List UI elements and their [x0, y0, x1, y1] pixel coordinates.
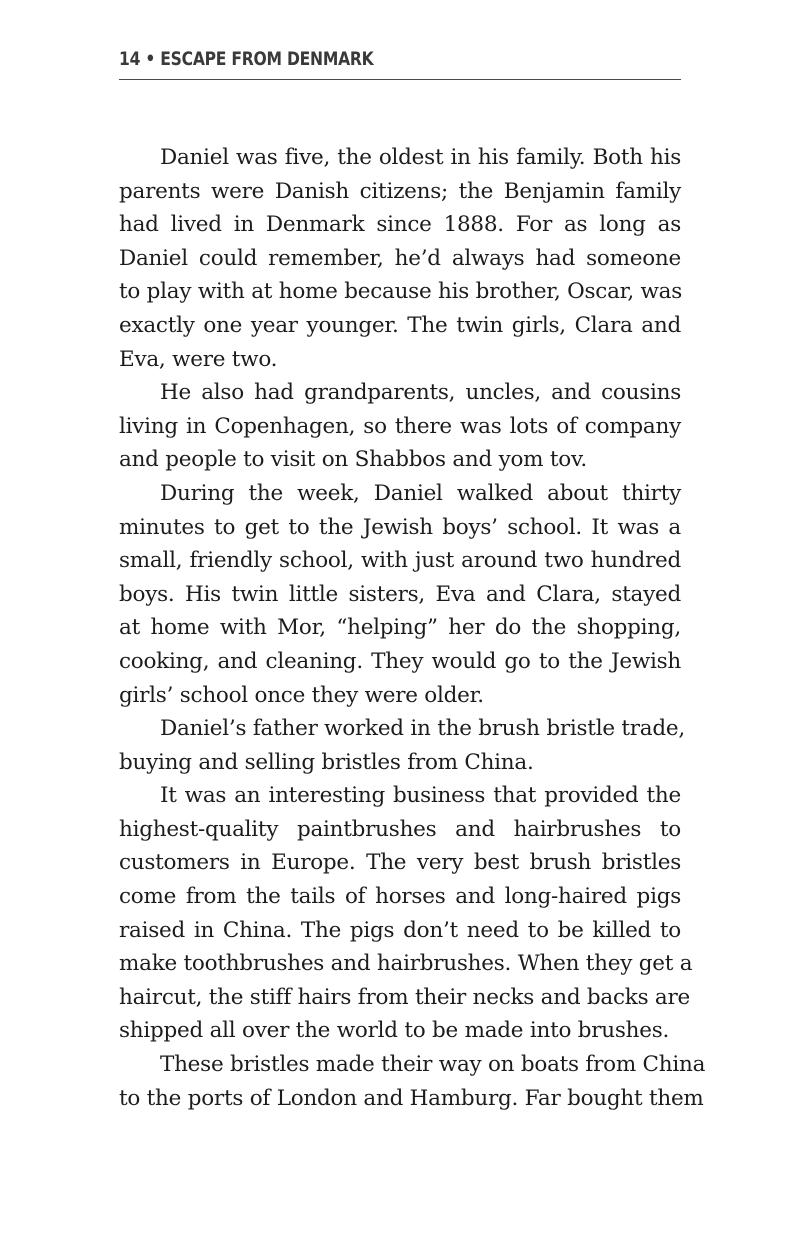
text-line: It was an interesting business that provided the	[160, 783, 681, 809]
text-line: come from the tails of horses and long-haired pigs	[119, 884, 681, 910]
text-line: small, friendly school, with just around two hundred	[119, 548, 681, 574]
text-line: buying and selling bristles from China.	[119, 749, 534, 775]
text-line: had lived in Denmark since 1888. For as long as	[119, 212, 681, 238]
text-line: Daniel’s father worked in the brush bristle trade,	[160, 716, 685, 742]
text-line: at home with Mor, “helping” her do the shopping,	[119, 615, 681, 641]
text-line: He also had grandparents, uncles, and cousins	[160, 380, 681, 406]
paragraph	[119, 477, 681, 712]
text-line: These bristles made their way on boats from China	[160, 1052, 706, 1078]
text-line: highest-quality paintbrushes and hairbrushes to	[119, 816, 681, 842]
running-head-text: 14 • ESCAPE FROM DENMARK	[119, 48, 374, 70]
paragraph	[119, 1048, 706, 1115]
text-line: raised in China. The pigs don’t need to be killed to	[119, 917, 681, 943]
text-line: haircut, the stiff hairs from their necks and backs are	[119, 984, 691, 1010]
text-line: shipped all over the world to be made into brushes.	[119, 1018, 670, 1044]
paragraph	[119, 779, 693, 1048]
text-line: and people to visit on Shabbos and yom tov.	[119, 447, 587, 473]
text-line: to play with at home because his brother, Oscar, was	[119, 279, 682, 305]
paragraph	[119, 376, 681, 477]
paragraph	[119, 712, 685, 779]
text-line: Daniel was five, the oldest in his family. Both his	[160, 145, 681, 170]
text-line: boys. His twin little sisters, Eva and Clara, stayed	[119, 581, 681, 607]
text-line: parents were Danish citizens; the Benjamin family	[119, 178, 681, 204]
running-head	[119, 46, 681, 80]
paragraph	[119, 141, 681, 376]
text-line: minutes to get to the Jewish boys’ school. It was a	[119, 514, 681, 540]
text-line: exactly one year younger. The twin girls, Clara and	[119, 312, 681, 338]
text-line: to the ports of London and Hamburg. Far bought them	[119, 1085, 704, 1111]
text-line: Eva, were two.	[119, 346, 278, 372]
text-line: living in Copenhagen, so there was lots of company	[119, 413, 681, 439]
text-line: cooking, and cleaning. They would go to the Jewish	[119, 648, 681, 674]
text-line: make toothbrushes and hairbrushes. When they get a	[119, 951, 693, 977]
text-line: During the week, Daniel walked about thirty	[160, 480, 681, 506]
text-line: customers in Europe. The very best brush bristles	[119, 850, 681, 876]
body-text	[119, 141, 706, 1115]
text-line: Daniel could remember, he’d always had someone	[119, 245, 681, 271]
text-line: girls’ school once they were older.	[119, 682, 484, 708]
